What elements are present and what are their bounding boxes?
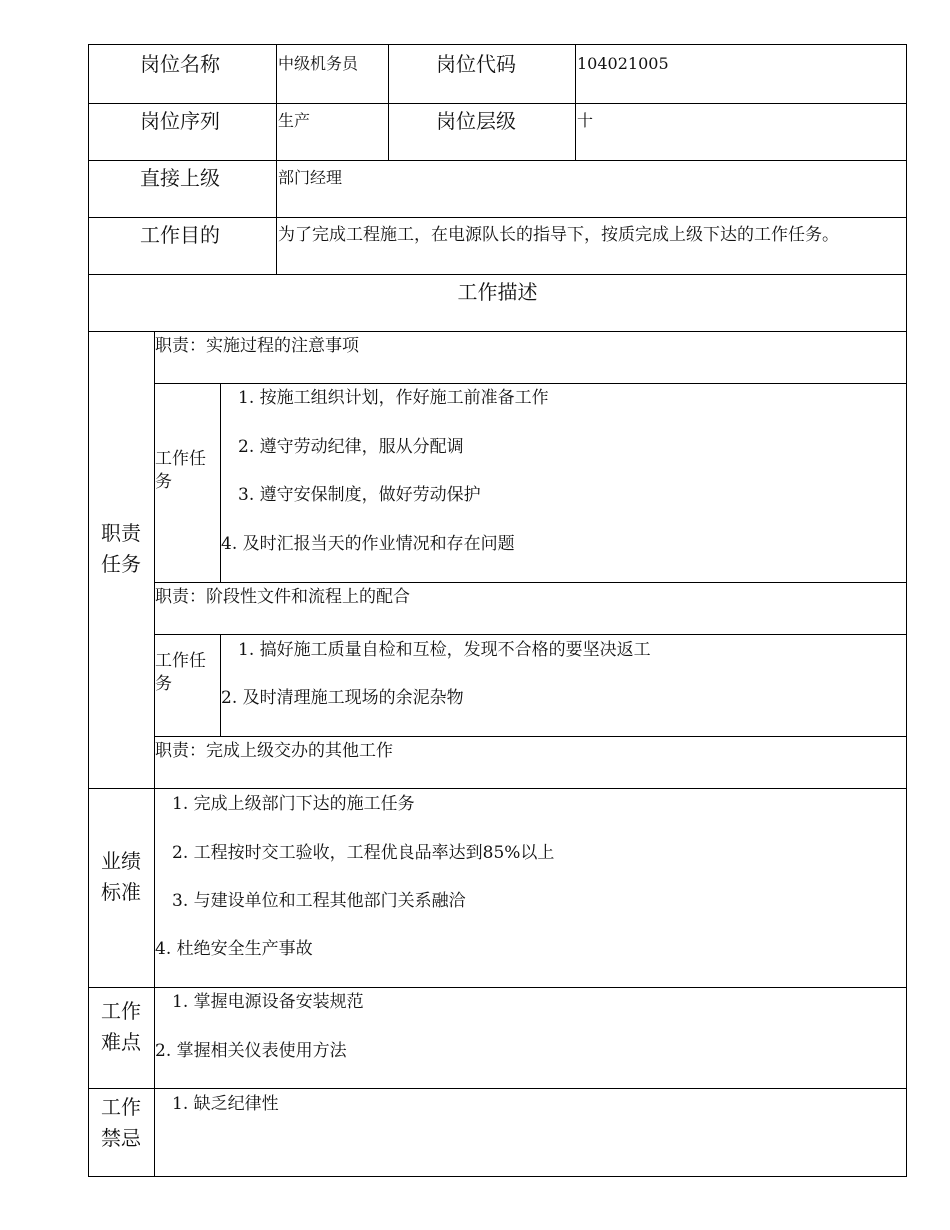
tasks-2-label: 工作任务 [155,651,206,694]
post-name-label: 岗位名称 [140,52,220,76]
difficulty-item-1: 1. 掌握电源设备安装规范 [172,992,364,1012]
row-divider [88,103,907,104]
task-1-2: 2. 遵守劳动纪律，服从分配调 [238,437,464,457]
col-divider [276,44,277,275]
post-code-label: 岗位代码 [436,52,516,76]
duties-side-label-line1: 职责 [101,521,141,545]
task-1-4: 4. 及时汇报当天的作业情况和存在问题 [221,534,515,554]
performance-label [91,846,151,908]
duties-side-label [91,518,151,580]
row-divider [154,634,907,635]
duty-2: 职责：阶段性文件和流程上的配合 [155,587,410,607]
row-divider [88,788,907,789]
post-sequence-value: 生产 [278,111,311,130]
duties-side-label-line2: 任务 [101,552,141,576]
performance-label-line2: 标准 [101,880,141,904]
col-divider [575,44,576,161]
purpose-label: 工作目的 [140,223,220,247]
purpose-value: 为了完成工程施工，在电源队长的指导下，按质完成上级下达的工作任务。 [278,225,839,245]
superior-label: 直接上级 [140,166,220,190]
performance-item-3: 3. 与建设单位和工程其他部门关系融洽 [172,891,466,911]
task-1-3: 3. 遵守安保制度，做好劳动保护 [238,485,481,505]
row-divider [154,582,907,583]
row-divider [154,383,907,384]
post-name-value: 中级机务员 [278,54,359,73]
post-level-value: 十 [577,111,594,130]
row-divider [88,987,907,988]
duty-1: 职责：实施过程的注意事项 [155,336,359,356]
post-level-label: 岗位层级 [436,109,516,133]
performance-item-1: 1. 完成上级部门下达的施工任务 [172,794,415,814]
task-2-1: 1. 搞好施工质量自检和互检，发现不合格的要坚决返工 [238,640,651,660]
post-sequence-label: 岗位序列 [140,109,220,133]
task-1-1: 1. 按施工组织计划，作好施工前准备工作 [238,388,549,408]
post-code-value: 104021005 [577,54,669,73]
row-divider [88,1088,907,1089]
taboo-item-1: 1. 缺乏纪律性 [172,1094,279,1114]
difficulties-label [91,996,151,1058]
taboos-label-line2: 禁忌 [101,1126,141,1150]
row-divider [88,217,907,218]
row-divider [88,274,907,275]
description-title: 工作描述 [457,280,538,304]
row-divider [154,736,907,737]
duty-3: 职责：完成上级交办的其他工作 [155,741,393,761]
col-divider [220,634,221,737]
performance-item-2: 2. 工程按时交工验收，工程优良品率达到85%以上 [172,843,555,863]
performance-item-4: 4. 杜绝安全生产事故 [155,939,313,959]
difficulties-label-line1: 工作 [101,999,141,1023]
row-divider [88,331,907,332]
task-2-2: 2. 及时清理施工现场的余泥杂物 [221,688,464,708]
row-divider [88,160,907,161]
taboos-label [91,1092,151,1154]
col-divider [388,44,389,161]
performance-label-line1: 业绩 [101,849,141,873]
difficulty-item-2: 2. 掌握相关仪表使用方法 [155,1041,347,1061]
superior-value: 部门经理 [278,168,343,187]
tasks-1-label: 工作任务 [155,449,206,492]
taboos-label-line1: 工作 [101,1095,141,1119]
difficulties-label-line2: 难点 [101,1030,141,1054]
